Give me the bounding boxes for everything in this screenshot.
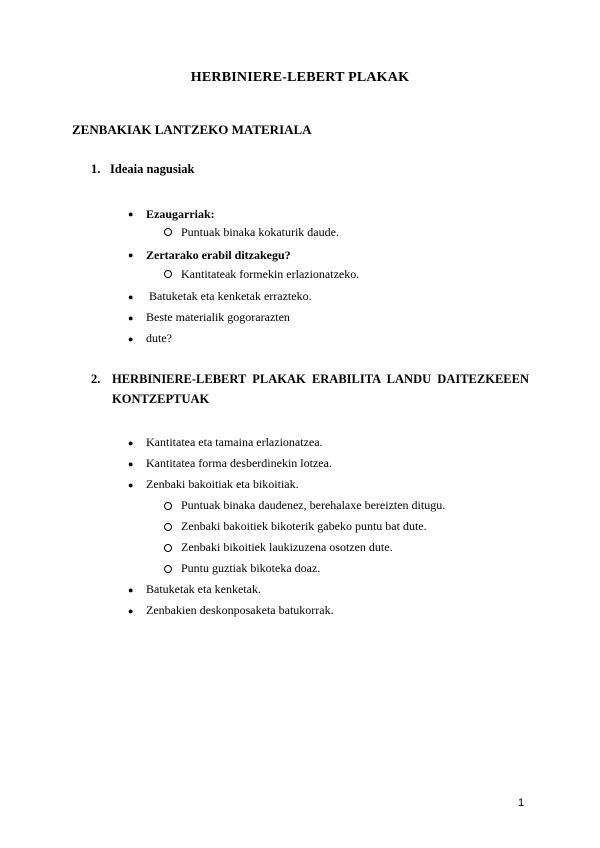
bullet-icon: ● [128,480,134,490]
circle-bullet-icon [164,544,172,552]
circle-bullet-icon [164,228,172,236]
sub-list-item: Puntu guztiak bikoteka doaz. [181,561,321,575]
list-item: Kantitatea eta tamaina erlazionatzea. [146,435,323,449]
bullet-icon: ● [128,250,134,260]
sub-list-item: Kantitateak formekin erlazionatzeko. [181,267,360,281]
list-item: Zenbakien deskonposaketa batukorrak. [146,603,334,617]
section2-number: 2. [91,372,101,386]
circle-bullet-icon [164,565,172,573]
circle-bullet-icon [164,502,172,510]
page-number: 1 [518,797,525,809]
list-item: dute? [146,331,172,345]
sub-list-item: Puntuak binaka daudenez, berehalaxe bereizten ditugu. [181,498,446,512]
bullet-icon: ● [128,585,134,595]
bullet-icon: ● [128,459,134,469]
section1-number: 1. [91,162,101,176]
section1-heading: Ideaia nagusiak [110,162,195,176]
circle-bullet-icon [164,523,172,531]
sub-list-item: Puntuak binaka kokaturik daude. [181,225,339,239]
list-item: Zenbaki bakoitiak eta bikoitiak. [146,477,299,491]
list-item: Batuketak eta kenketak. [146,582,261,596]
list-item: Kantitatea forma desberdinekin lotzea. [146,456,332,470]
bullet-icon: ● [128,209,134,219]
main-heading: ZENBAKIAK LANTZEKO MATERIALA [72,122,312,137]
bullet-icon: ● [128,334,134,344]
bullet-icon: ● [128,606,134,616]
section2-heading-line1: HERBINIERE-LEBERT PLAKAK ERABILITA LANDU DAITEZKEEEN [112,372,529,386]
document-title: HERBINIERE-LEBERT PLAKAK [190,70,410,85]
circle-bullet-icon [164,270,172,278]
sub-list-item: Zenbaki bakoitiek bikoterik gabeko puntu bat dute. [181,519,427,533]
list-item: Zertarako erabil ditzakegu? [146,248,291,262]
list-item: Beste materialik gogorarazten [146,310,290,324]
bullet-icon: ● [128,292,134,302]
list-item: Ezaugarriak: [146,207,215,221]
section2-heading-line2: KONTZEPTUAK [112,392,210,406]
bullet-icon: ● [128,438,134,448]
bullet-icon: ● [128,313,134,323]
list-item: Batuketak eta kenketak errazteko. [146,289,312,303]
sub-list-item: Zenbaki bikoitiek laukizuzena osotzen dute. [181,540,393,554]
